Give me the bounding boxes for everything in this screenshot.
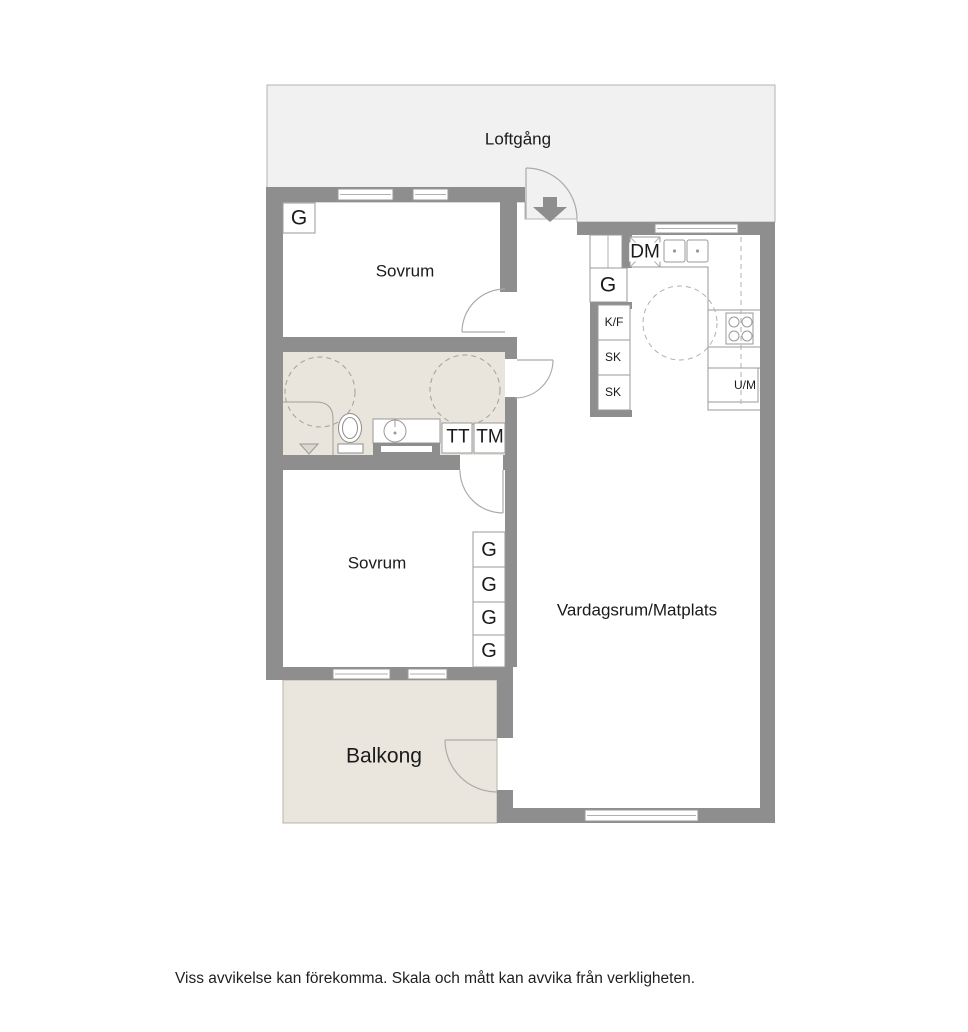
closet-label: G bbox=[481, 574, 497, 596]
washbasin-icon bbox=[373, 419, 440, 443]
stove-icon bbox=[726, 313, 753, 344]
toilet-icon bbox=[338, 414, 363, 454]
washer-label: TM bbox=[476, 426, 504, 448]
dishwasher-label: DM bbox=[630, 241, 660, 263]
bedroom1-label: Sovrum bbox=[375, 261, 435, 281]
closet-label: G bbox=[481, 539, 497, 561]
dryer-label: TT bbox=[446, 426, 470, 448]
balcony-label: Balkong bbox=[346, 744, 422, 768]
bedroom1-door bbox=[462, 289, 505, 332]
dining-table-circle bbox=[643, 286, 717, 360]
disclaimer-text: Viss avvikelse kan förekomma. Skala och mått kan avvika från verkligheten. bbox=[174, 970, 696, 987]
cabinet-label: SK bbox=[604, 385, 622, 399]
oven-microwave-label: U/M bbox=[734, 378, 756, 392]
closet-label: G bbox=[599, 273, 617, 297]
closet-label: G bbox=[481, 640, 497, 662]
bedroom2-door bbox=[460, 470, 503, 513]
cabinet-label: SK bbox=[604, 350, 622, 364]
sink-basins-icon bbox=[664, 240, 708, 262]
shaft-box bbox=[590, 235, 622, 268]
walkway-label: Loftgång bbox=[484, 129, 552, 149]
bedroom2-label: Sovrum bbox=[347, 553, 407, 573]
fridge-freezer-label: K/F bbox=[604, 315, 624, 329]
closet-label: G bbox=[481, 607, 497, 629]
living-room-label: Vardagsrum/Matplats bbox=[556, 600, 718, 620]
bathroom-door bbox=[515, 360, 553, 398]
closet-label: G bbox=[290, 206, 308, 230]
